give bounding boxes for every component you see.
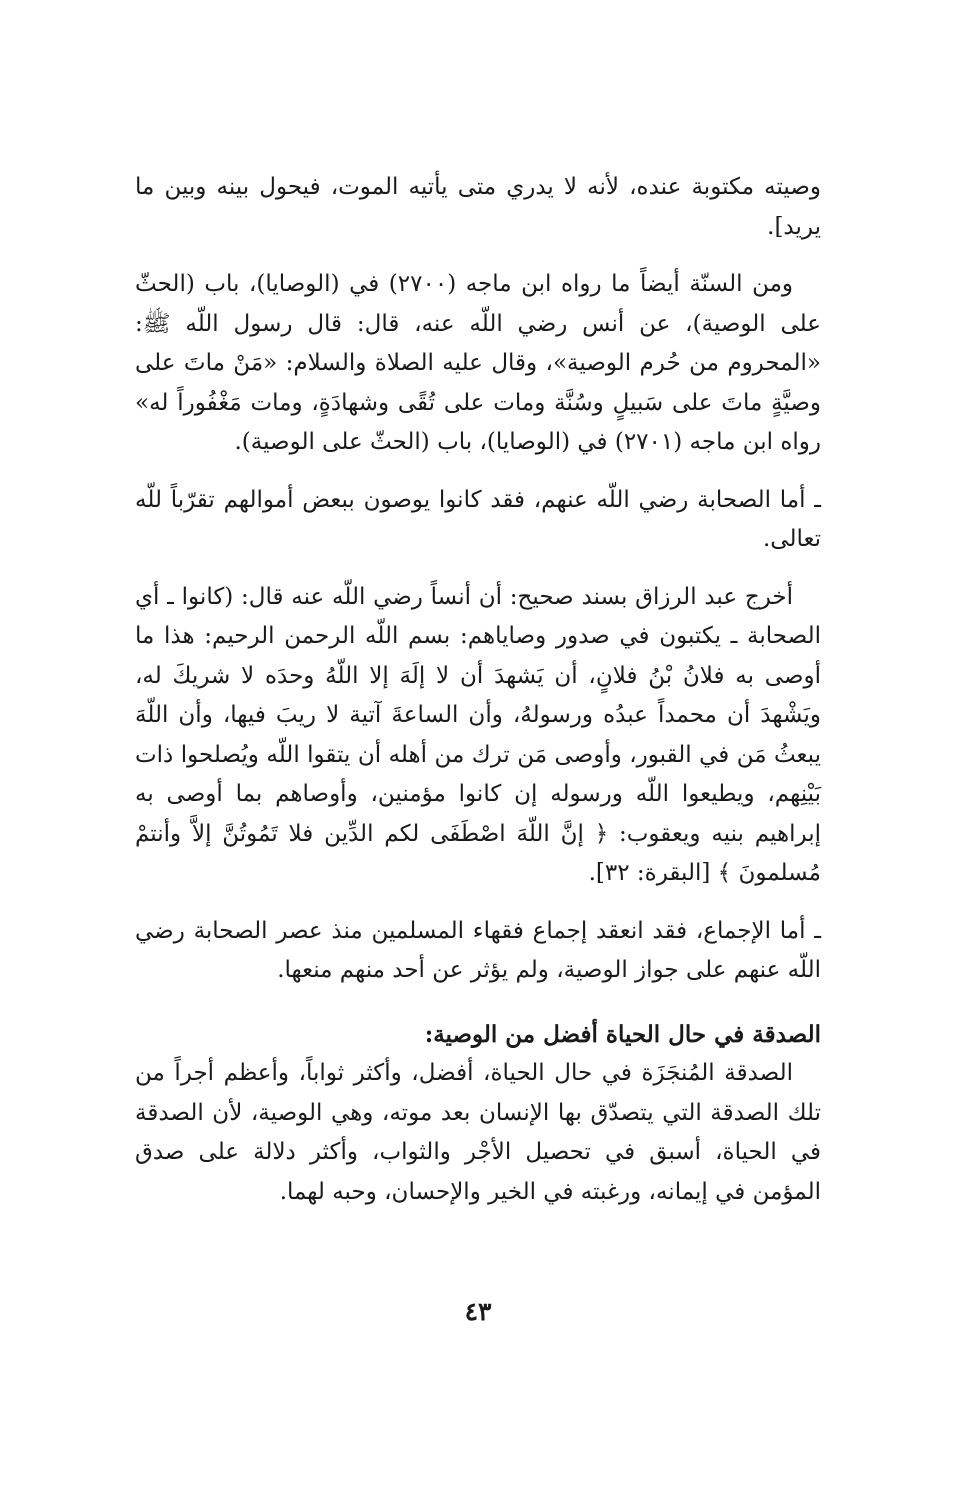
paragraph-charity: الصدقة المُنجَزَة في حال الحياة، أفضل، وأكثر ثواباً، وأعظم أجراً من تلك الصدقة التي يتصدّق بها الإنسان بعد موته، وهي الوصية، لأن الصدقة في الحياة، أسبق في تحصيل الأجْر والثواب، وأكثر دلالة على صدق المؤمن في إيمانه، ورغبته في الخير والإحسان، وحبه لهما. xyxy=(135,1060,821,1205)
page-number: ٤٣ xyxy=(464,1297,492,1326)
paragraph-sunnah: ومن السنّة أيضاً ما رواه ابن ماجه (٢٧٠٠) في (الوصايا)، باب (الحثّ على الوصية)، عن أنس رضي اللّه عنه، قال: قال رسول اللّه ﷺ: «المحروم من حُرم الوصية»، وقال عليه الصلاة والسلام: «مَنْ ماتَ على وصيَّةٍ ماتَ على سَبيلٍ وسُنَّة ومات على تُقًى وشهادَةٍ، ومات مَغْفُوراً له» رواه ابن ماجه (٢٧٠١) في (الوصايا)، باب (الحثّ على الوصية). xyxy=(135,271,821,455)
paragraph-ijma: ـ أما الإجماع، فقد انعقد إجماع فقهاء المسلمين منذ عصر الصحابة رضي اللّه عنهم على جواز الوصية، ولم يؤثر عن أحد منهم منعها. xyxy=(135,917,821,983)
section-heading: الصدقة في حال الحياة أفضل من الوصية: xyxy=(424,1020,821,1048)
page-body xyxy=(135,168,821,1212)
paragraph-continuation: وصيته مكتوبة عنده، لأنه لا يدري متى يأتيه الموت، فيحول بينه وبين ما يريد]. xyxy=(135,174,821,240)
paragraph-companions: ـ أما الصحابة رضي اللّه عنهم، فقد كانوا يوصون ببعض أموالهم تقرّباً للّه تعالى. xyxy=(135,486,821,552)
paragraph-abdulrazzaq: أخرج عبد الرزاق بسند صحيح: أن أنساً رضي اللّه عنه قال: (كانوا ـ أي الصحابة ـ يكتبون في صدور وصاياهم: بسم اللّه الرحمن الرحيم: هذا ما أوصى به فلانُ بْنُ فلانٍ، أن يَشهدَ أن لا إلَهَ إلا اللّهُ وحدَه لا شريكَ له، ويَشْهدَ أن محمداً عبدُه ورسولهُ، وأن الساعةَ آتية لا ريبَ فيها، وأن اللّهَ يبعثُ مَن في القبور، وأوصى مَن ترك من أهله أن يتقوا اللّه ويُصلحوا ذات بَيْنِهم، ويطيعوا اللّه ورسوله إن كانوا مؤمنين، وأوصاهم بما أوصى به إبراهيم بنيه ويعقوب: ﴿ إنَّ اللّهَ اصْطَفَى لكم الدِّين فلا تَمُوتُنَّ إلاَّ وأنتمْ مُسلمونَ ﴾ [البقرة: ٣٢]. xyxy=(135,583,821,886)
